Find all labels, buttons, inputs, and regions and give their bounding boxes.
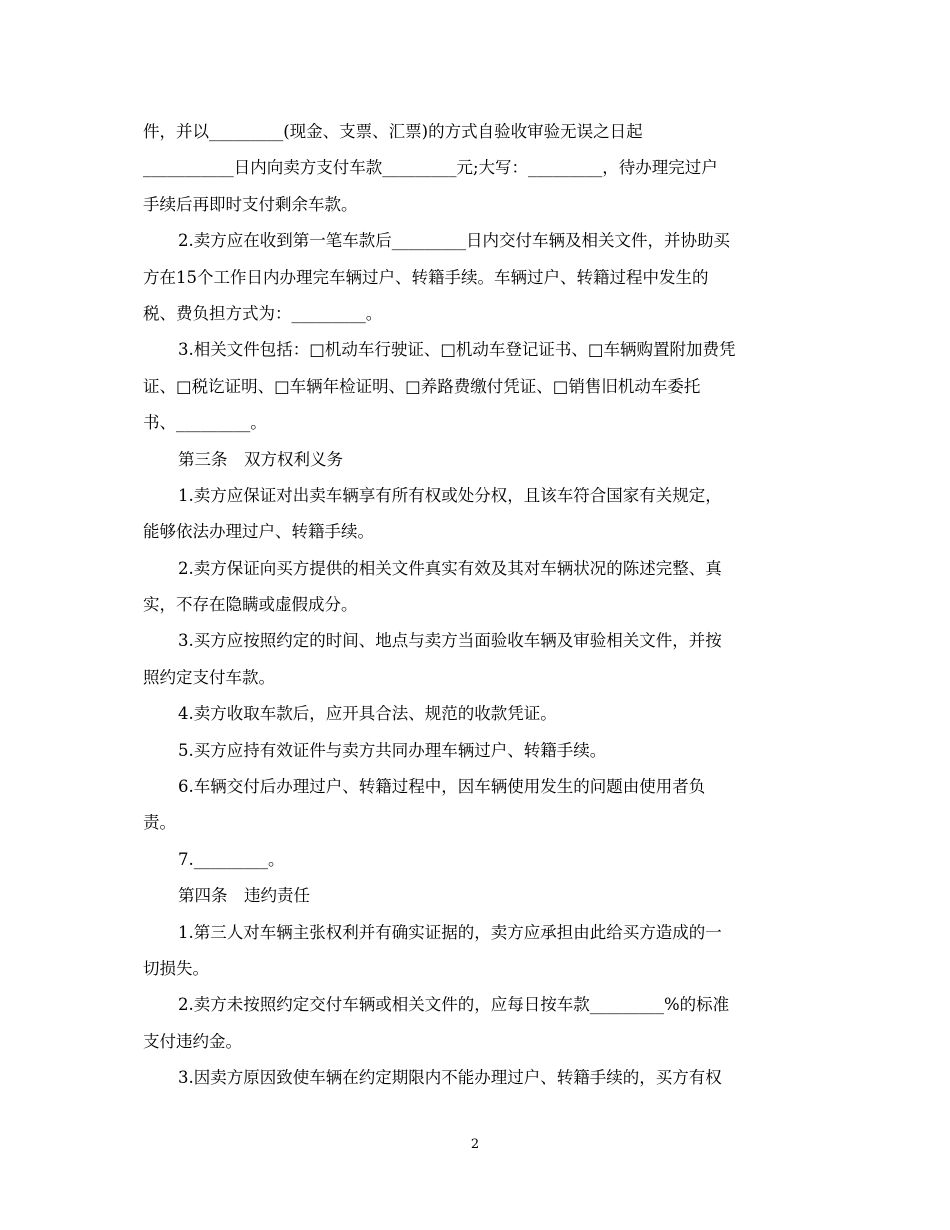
text-line: 责。 [143, 813, 176, 833]
text-line: 支付违约金。 [143, 1031, 242, 1051]
text-line: 手续后再即时支付剩余车款。 [143, 194, 358, 214]
text-line: 2.卖方未按照约定交付车辆或相关文件的，应每日按车款_________%的标准 [178, 995, 730, 1015]
text-line: 切损失。 [143, 958, 209, 978]
text-line: 3.买方应按照约定的时间、地点与卖方当面验收车辆及审验相关文件，并按 [178, 631, 722, 651]
section-heading: 第四条 违约责任 [178, 886, 310, 906]
section-heading: 第三条 双方权利义务 [178, 449, 343, 469]
page-number: 2 [470, 1137, 480, 1152]
text-line: 3.相关文件包括：□机动车行驶证、□机动车登记证书、□车辆购置附加费凭 [178, 340, 736, 360]
text-line: 1.卖方应保证对出卖车辆享有所有权或处分权，且该车符合国家有关规定， [178, 485, 722, 505]
text-line: 实，不存在隐瞒或虚假成分。 [143, 595, 358, 615]
text-line: 6.车辆交付后办理过户、转籍过程中，因车辆使用发生的问题由使用者负 [178, 777, 706, 797]
text-line: 书、_________。 [143, 413, 267, 433]
text-line: 能够依法办理过户、转籍手续。 [143, 522, 374, 542]
text-line: 2.卖方应在收到第一笔车款后_________日内交付车辆及相关文件，并协助买 [178, 231, 730, 251]
text-line: 7._________。 [178, 849, 285, 869]
text-line: 件，并以_________(现金、支票、汇票)的方式自验收审验无误之日起 [143, 122, 643, 141]
text-line: 照约定支付车款。 [143, 667, 275, 687]
text-line: 2.卖方保证向买方提供的相关文件真实有效及其对车辆状况的陈述完整、真 [178, 558, 722, 578]
text-line: 3.因卖方原因致使车辆在约定期限内不能办理过户、转籍手续的，买方有权 [178, 1068, 722, 1088]
text-line: 1.第三人对车辆主张权利并有确实证据的，卖方应承担由此给买方造成的一 [178, 922, 722, 942]
text-line: ___________日内向卖方支付车款_________元;大写：_________，待办理完过户 [143, 158, 718, 178]
text-line: 5.买方应持有效证件与卖方共同办理车辆过户、转籍手续。 [178, 740, 607, 760]
text-line: 4.卖方收取车款后，应开具合法、规范的收款凭证。 [178, 704, 557, 724]
text-line: 证、□税讫证明、□车辆年检证明、□养路费缴付凭证、□销售旧机动车委托 [143, 376, 701, 396]
contract-body [143, 114, 808, 1097]
text-line: 税、费负担方式为：_________。 [143, 303, 383, 323]
text-line: 方在15个工作日内办理完车辆过户、转籍手续。车辆过户、转籍过程中发生的 [143, 267, 709, 287]
